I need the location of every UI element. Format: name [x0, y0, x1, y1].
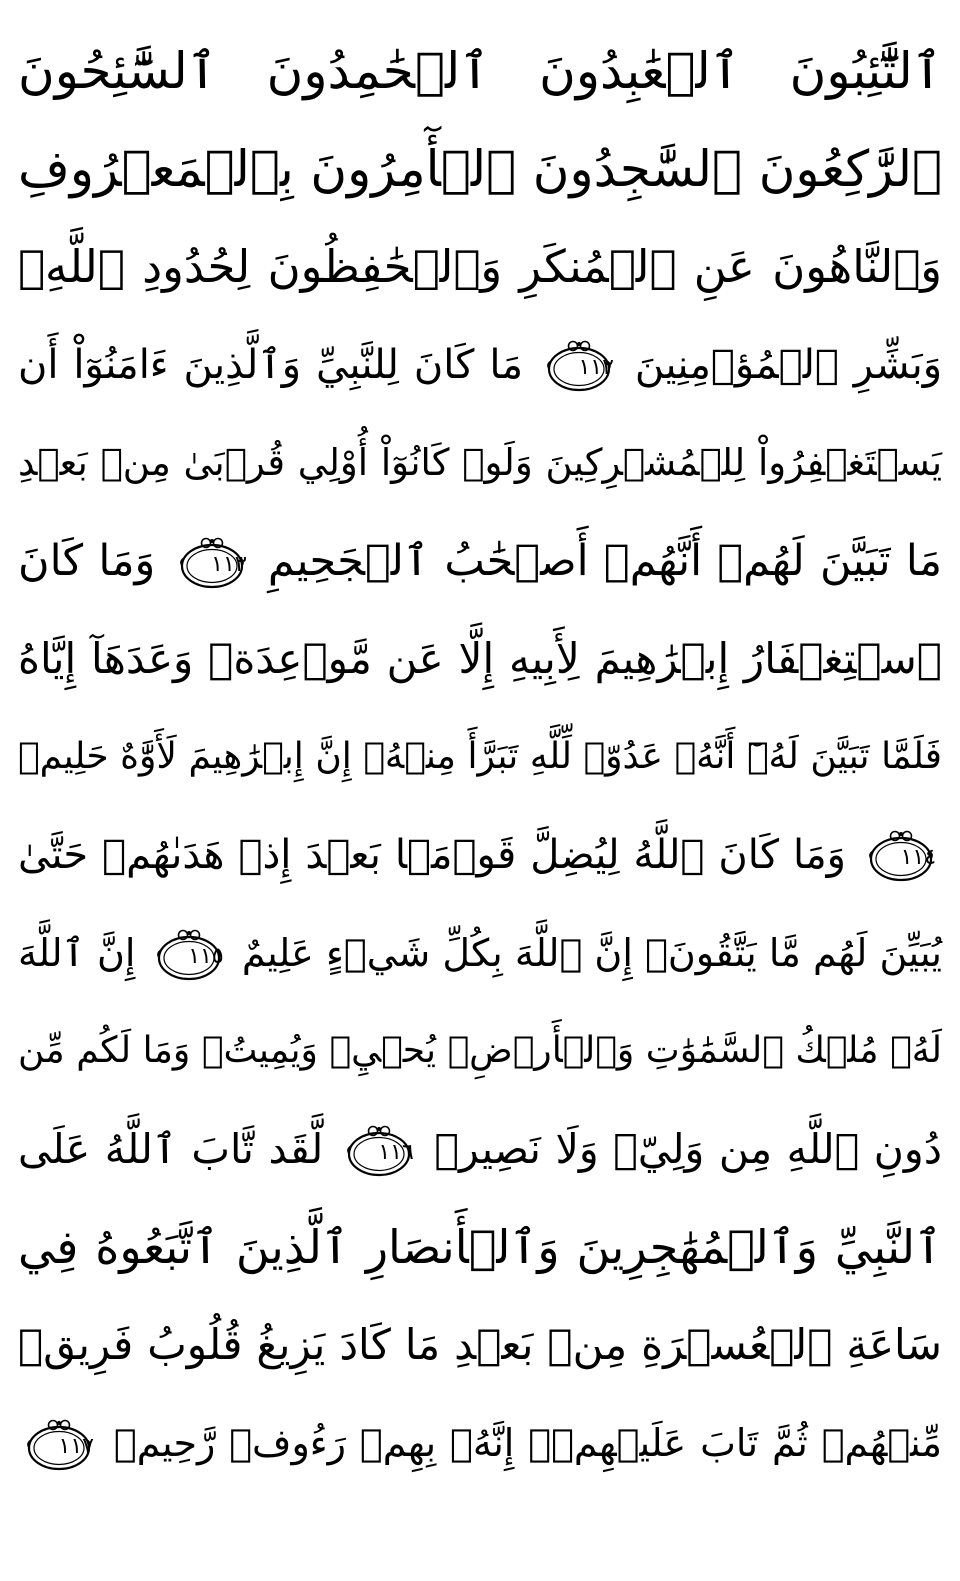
- verse-text: يَسۡتَغۡفِرُواْ لِلۡمُشۡرِكِينَ وَلَوۡ كَانُوٓاْ أُوْلِي قُرۡبَىٰ مِنۢ بَعۡدِ: [18, 441, 942, 484]
- verse-text: وَٱلنَّاهُونَ عَنِ ٱلۡمُنكَرِ وَٱلۡحَٰفِظُونَ لِحُدُودِ ٱللَّهِۗ: [18, 240, 942, 293]
- text-line: [18, 512, 942, 610]
- verse-text: ٱلرَّٰكِعُونَ ٱلسَّٰجِدُونَ ٱلۡأٓمِرُونَ بِٱلۡمَعۡرُوفِ: [18, 140, 942, 198]
- verse-text: مَا تَبَيَّنَ لَهُمۡ أَنَّهُمۡ أَصۡحَٰبُ ٱلۡجَحِيمِ: [267, 536, 942, 586]
- ayah-number: ١١٤: [900, 845, 937, 870]
- ayah-end-marker: [544, 339, 614, 395]
- verse-text: إِنَّ ٱللَّهَ: [18, 931, 136, 975]
- ayah-end-marker: [154, 928, 224, 984]
- text-line: [18, 22, 942, 120]
- verse-text: وَمَا كَانَ ٱللَّهُ لِيُضِلَّ قَوۡمَۢا بَعۡدَ إِذۡ هَدَىٰهُمۡ حَتَّىٰ: [18, 832, 846, 878]
- ayah-number: ١١٥: [188, 943, 224, 969]
- verse-text: وَمَا كَانَ: [18, 536, 156, 586]
- ayah-end-marker: [177, 536, 247, 592]
- ayah-number: ١١٧: [58, 1433, 94, 1459]
- text-line: [18, 1002, 942, 1100]
- verse-text: وَبَشِّرِ ٱلۡمُؤۡمِنِينَ: [634, 342, 943, 388]
- ayah-number: ١١٢: [578, 355, 614, 380]
- ayah-end-marker: [344, 1124, 414, 1180]
- text-line: [18, 1198, 942, 1296]
- verse-text: يُبَيِّنَ لَهُم مَّا يَتَّقُونَۚ إِنَّ ٱللَّهَ بِكُلِّ شَيۡءٍ عَلِيمٌ: [241, 931, 942, 975]
- text-line: [18, 1100, 942, 1198]
- text-line: [18, 806, 942, 904]
- verse-text: مَا كَانَ لِلنَّبِيِّ وَٱلَّذِينَ ءَامَنُوٓاْ أَن: [18, 342, 523, 388]
- verse-text: فَلَمَّا تَبَيَّنَ لَهُۥٓ أَنَّهُۥ عَدُوّٞ لِّلَّهِ تَبَرَّأَ مِنۡهُۚ إِنَّ إِبۡرَٰهِيمَ لَأَوَّٰهٌ حَلِيمٞ: [18, 736, 942, 777]
- ayah-end-marker: [24, 1418, 94, 1474]
- text-line: [18, 218, 942, 316]
- verse-text: مِّنۡهُمۡ ثُمَّ تَابَ عَلَيۡهِمۡۚ إِنَّهُۥ بِهِمۡ رَءُوفٞ رَّحِيمٞ: [113, 1421, 942, 1465]
- text-line: [18, 316, 942, 414]
- text-line: [18, 414, 942, 512]
- ayah-end-marker: [866, 829, 936, 885]
- ayah-number: ١١٦: [378, 1140, 414, 1165]
- ayah-number: ١١٣: [211, 551, 247, 577]
- verse-text: سَاعَةِ ٱلۡعُسۡرَةِ مِنۢ بَعۡدِ مَا كَادَ يَزِيغُ قُلُوبُ فَرِيقٖ: [18, 1320, 942, 1369]
- text-line: [18, 120, 942, 218]
- verse-text: ٱلتَّٰٓئِبُونَ ٱلۡعَٰبِدُونَ ٱلۡحَٰمِدُونَ ٱلسَّٰٓئِحُونَ: [18, 42, 942, 100]
- verse-text: لَهُۥ مُلۡكُ ٱلسَّمَٰوَٰتِ وَٱلۡأَرۡضِۖ يُحۡيِۦ وَيُمِيتُۚ وَمَا لَكُم مِّن: [18, 1030, 942, 1071]
- verse-text: لَّقَد تَّابَ ٱللَّهُ عَلَى: [18, 1125, 324, 1173]
- text-line: [18, 1296, 942, 1394]
- verse-text: ٱسۡتِغۡفَارُ إِبۡرَٰهِيمَ لِأَبِيهِ إِلَّا عَن مَّوۡعِدَةٖ وَعَدَهَآ إِيَّاهُ: [18, 634, 942, 683]
- text-line: [18, 708, 942, 806]
- verse-text: دُونِ ٱللَّهِ مِن وَلِيّٖ وَلَا نَصِيرٖ: [434, 1125, 942, 1173]
- text-line: [18, 1394, 942, 1492]
- text-line: [18, 904, 942, 1002]
- verse-text: ٱلنَّبِيِّ وَٱلۡمُهَٰجِرِينَ وَٱلۡأَنصَارِ ٱلَّذِينَ ٱتَّبَعُوهُ فِي: [18, 1220, 942, 1274]
- text-line: [18, 610, 942, 708]
